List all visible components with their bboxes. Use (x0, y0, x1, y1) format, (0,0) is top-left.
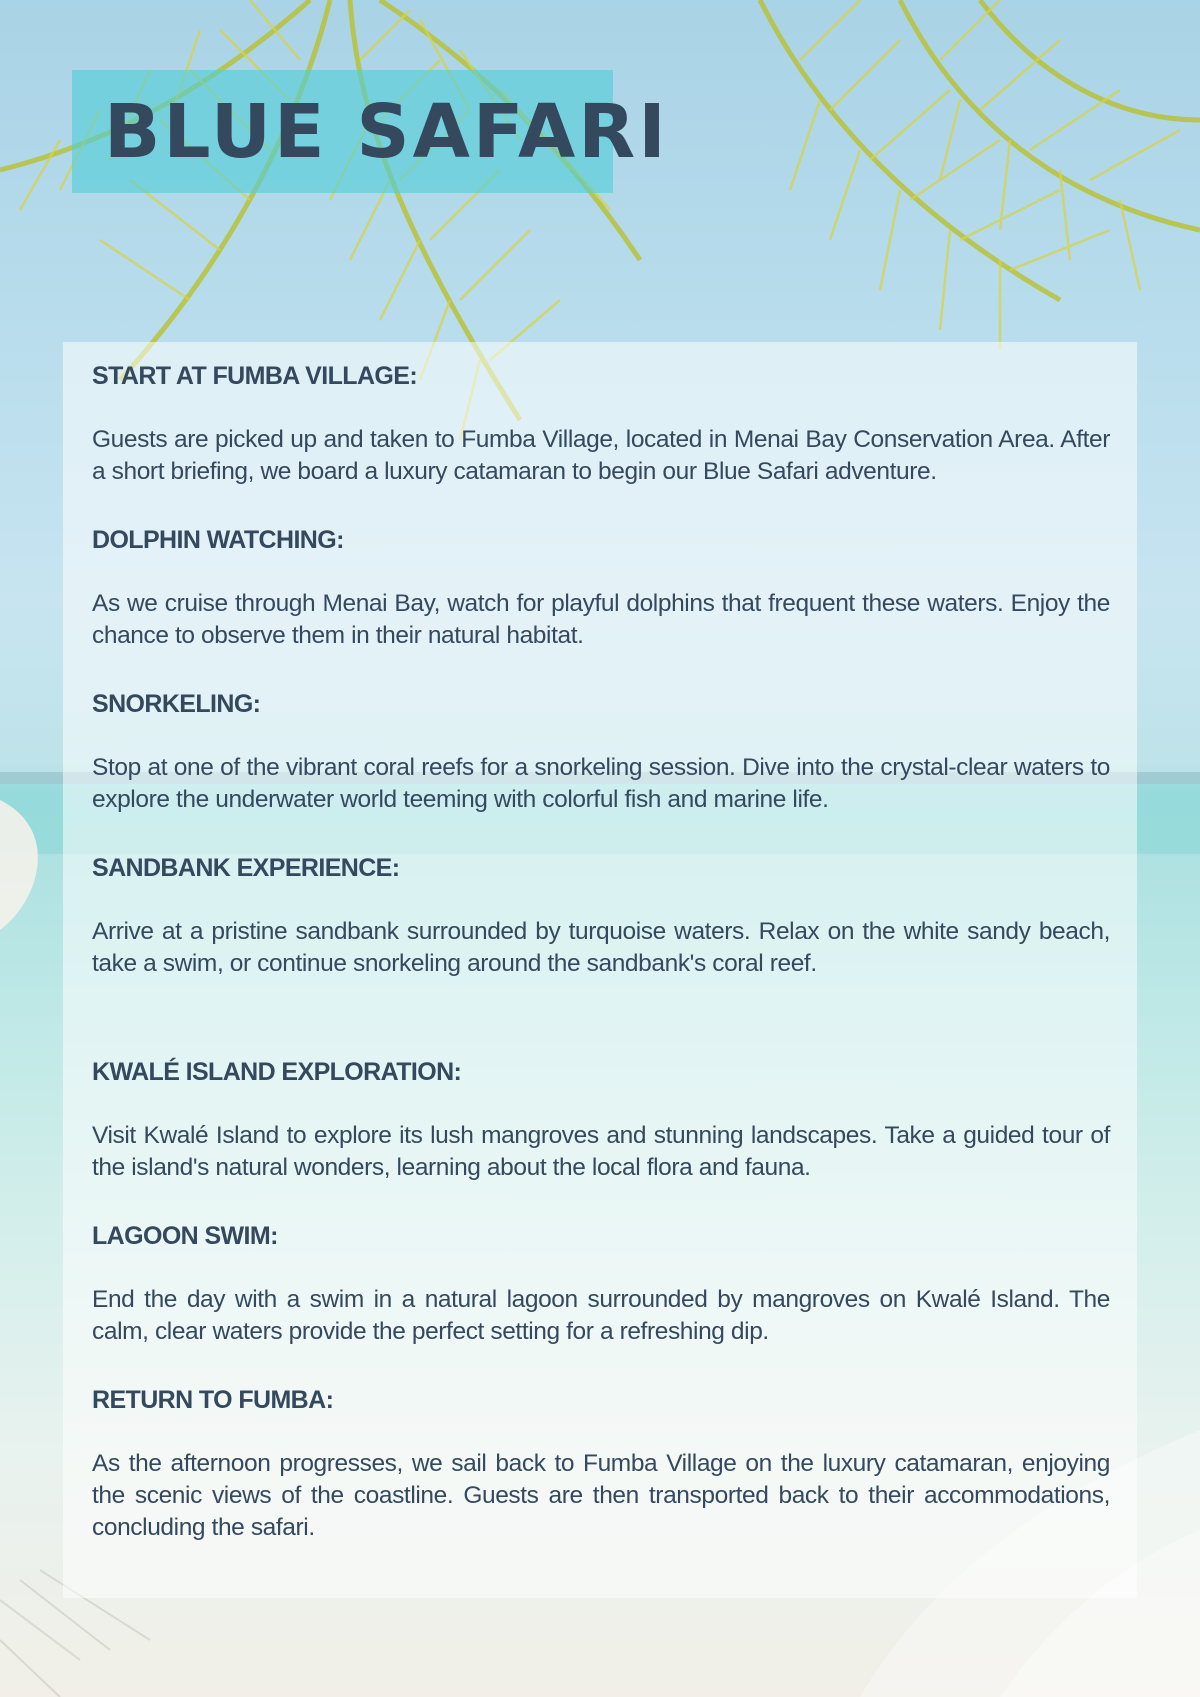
section-body: Stop at one of the vibrant coral reefs for a snorkeling session. Dive into the crystal-clear waters to explore the underwater world teeming with colorful fish and marine life. (92, 754, 1110, 813)
section-heading: DOLPHIN WATCHING: (92, 526, 344, 554)
section-heading: LAGOON SWIM: (92, 1222, 278, 1250)
section-sandbank-experience (92, 850, 1110, 980)
section-body: Arrive at a pristine sandbank surrounded by turquoise waters. Relax on the white sandy beach, take a swim, or continue snorkeling around the sandbank's coral reef. (92, 918, 1110, 977)
section-snorkeling (92, 686, 1110, 816)
section-return-to-fumba (92, 1382, 1110, 1544)
section-body: As the afternoon progresses, we sail back to Fumba Village on the luxury catamaran, enjoying the scenic views of the coastline. Guests are then transported back to their accommodations, concluding the safari. (92, 1450, 1110, 1541)
section-heading: KWALÉ ISLAND EXPLORATION: (92, 1058, 462, 1086)
section-body: End the day with a swim in a natural lagoon surrounded by mangroves on Kwalé Island. The calm, clear waters provide the perfect setting for a refreshing dip. (92, 1286, 1110, 1345)
page-title: BLUE SAFARI (104, 89, 669, 175)
section-start-at-fumba (92, 358, 1110, 488)
section-body: Guests are picked up and taken to Fumba Village, located in Menai Bay Conservation Area. After a short briefing, we board a luxury catamaran to begin our Blue Safari adventure. (92, 426, 1110, 485)
itinerary (92, 358, 1110, 1578)
section-body: As we cruise through Menai Bay, watch for playful dolphins that frequent these waters. Enjoy the chance to observe them in their natural habitat. (92, 590, 1110, 649)
section-body: Visit Kwalé Island to explore its lush mangroves and stunning landscapes. Take a guided tour of the island's natural wonders, learning about the local flora and fauna. (92, 1122, 1110, 1181)
section-heading: RETURN TO FUMBA: (92, 1386, 334, 1414)
section-kwale-island (92, 1054, 1110, 1184)
section-heading: SNORKELING: (92, 690, 261, 718)
section-heading: SANDBANK EXPERIENCE: (92, 854, 400, 882)
section-lagoon-swim (92, 1218, 1110, 1348)
section-dolphin-watching (92, 522, 1110, 652)
section-heading: START AT FUMBA VILLAGE: (92, 362, 418, 390)
